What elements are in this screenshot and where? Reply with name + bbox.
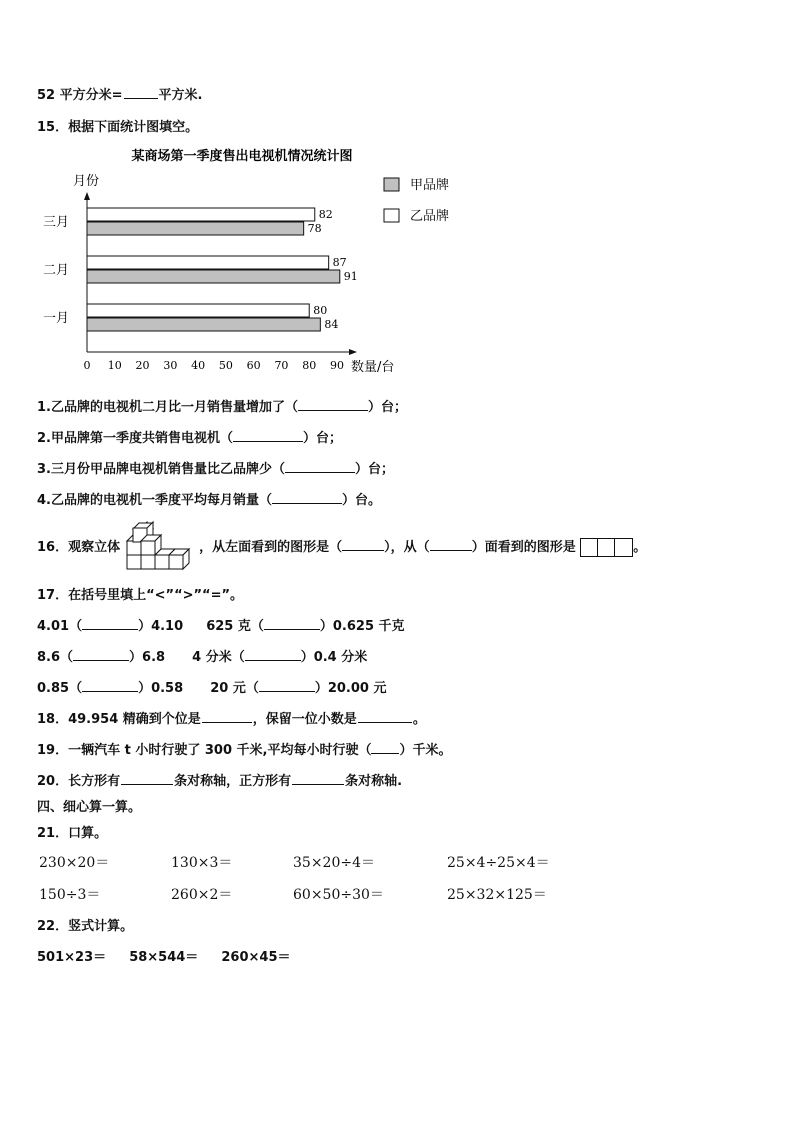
- section-4-title: 四、细心算一算。: [37, 800, 142, 815]
- bar-yi: [87, 208, 315, 221]
- y-axis-arrow: [84, 192, 90, 200]
- q17-row-1: [37, 615, 405, 634]
- q16-line: [37, 536, 646, 557]
- bar-value-label: 82: [318, 208, 333, 221]
- q16-prefix: 16．观察立体: [37, 540, 121, 555]
- category-label: 三月: [43, 215, 70, 230]
- q21-r1-c2: 130×3＝: [171, 855, 233, 871]
- q22-items: [37, 946, 291, 965]
- legend-swatch-jia: [384, 178, 399, 191]
- q17-r3-b2: ）20.00 元: [314, 681, 387, 696]
- q22-item-3: 260×45＝: [221, 950, 291, 965]
- three-square-figure: [580, 538, 633, 557]
- q21-title: 21．口算。: [37, 826, 108, 841]
- category-label: 一月: [43, 311, 70, 326]
- legend-swatch-yi: [384, 209, 399, 222]
- q17-r1-b2: ）0.625 千克: [319, 619, 405, 634]
- x-tick-label: 40: [191, 359, 206, 372]
- q21-r2-c2: 260×2＝: [171, 887, 233, 903]
- q17-r1-blank-1[interactable]: [82, 617, 138, 630]
- q15-item-4-blank[interactable]: [272, 491, 342, 504]
- q20-mid: 条对称轴，正方形有: [174, 774, 292, 789]
- q18-mid: ，保留一位小数是: [252, 712, 357, 727]
- q17-r2-b1: ）6.8: [129, 650, 166, 665]
- bar-jia: [87, 270, 340, 283]
- bar-value-label: 87: [332, 256, 347, 269]
- q14-tail-line: [37, 84, 202, 103]
- x-tick-label: 10: [107, 359, 122, 372]
- bar-chart: [35, 142, 475, 377]
- chart-y-label: 月份: [73, 174, 100, 189]
- legend-label-jia: 甲品牌: [410, 178, 450, 193]
- q15-item-4-text: 4.乙品牌的电视机一季度平均每月销量（: [37, 493, 272, 508]
- q15-item-3: [37, 458, 394, 477]
- q14-answer-blank[interactable]: [124, 86, 158, 99]
- q15-item-2-text: 2.甲品牌第一季度共销售电视机（: [37, 431, 233, 446]
- q18-blank-1[interactable]: [202, 710, 252, 723]
- x-tick-label: 30: [163, 359, 178, 372]
- q17-r3-blank-1[interactable]: [82, 679, 138, 692]
- q20-blank-1[interactable]: [121, 772, 173, 785]
- q15-item-1-blank[interactable]: [298, 398, 368, 411]
- bar-value-label: 80: [313, 304, 328, 317]
- q18-end: 。: [412, 712, 426, 727]
- q17-r1-blank-2[interactable]: [264, 617, 320, 630]
- q21-r1-c4: 25×4÷25×4＝: [447, 855, 550, 871]
- q15-item-2-blank[interactable]: [233, 429, 303, 442]
- q20-end: 条对称轴.: [345, 774, 403, 789]
- bar-jia: [87, 222, 304, 235]
- q17-r1-a1: 4.01（: [37, 619, 83, 634]
- q17-r1-a2: 625 克（: [206, 619, 264, 634]
- chart-title: 某商场第一季度售出电视机情况统计图: [131, 149, 353, 164]
- chart-x-label: 数量/台: [351, 360, 395, 375]
- x-tick-label: 70: [274, 359, 289, 372]
- q15-item-3-text: 3.三月份甲品牌电视机销售量比乙品牌少（: [37, 462, 285, 477]
- q17-r3-a1: 0.85（: [37, 681, 83, 696]
- q18-blank-2[interactable]: [358, 710, 412, 723]
- q16-mid2: ），从（: [384, 540, 430, 555]
- q17-r2-blank-2[interactable]: [245, 648, 301, 661]
- x-tick-label: 80: [302, 359, 317, 372]
- q22-item-1: 501×23＝: [37, 950, 107, 965]
- category-label: 二月: [43, 263, 70, 278]
- q17-r2-a2: 4 分米（: [192, 650, 245, 665]
- q17-r2-b2: ）0.4 分米: [300, 650, 368, 665]
- q18-prefix: 18．49.954 精确到个位是: [37, 712, 201, 727]
- q15-item-1: [37, 396, 407, 415]
- q21-r2-c4: 25×32×125＝: [447, 887, 547, 903]
- q21-r1-c3: 35×20÷4＝: [293, 855, 375, 871]
- q17-r2-a1: 8.6（: [37, 650, 74, 665]
- q14-suffix: 平方米.: [158, 88, 203, 103]
- x-tick-label: 90: [330, 359, 344, 372]
- x-tick-label: 0: [83, 359, 91, 372]
- q16-blank-2[interactable]: [430, 538, 472, 551]
- q17-row-3: [37, 677, 387, 696]
- q17-r3-blank-2[interactable]: [259, 679, 315, 692]
- q19-end: ）千米。: [399, 743, 452, 758]
- q20-blank-2[interactable]: [292, 772, 344, 785]
- q18-line: [37, 708, 426, 727]
- q15-item-3-blank[interactable]: [285, 460, 355, 473]
- bar-value-label: 84: [324, 318, 339, 331]
- q16-blank-1[interactable]: [342, 538, 384, 551]
- q15-item-3-tail: ）台；: [354, 462, 394, 477]
- q20-line: [37, 770, 402, 789]
- bar-value-label: 91: [343, 270, 358, 283]
- x-tick-label: 60: [246, 359, 261, 372]
- q15-title: 15．根据下面统计图填空。: [37, 120, 199, 135]
- x-axis-arrow: [349, 349, 357, 355]
- bar-jia: [87, 318, 320, 331]
- q15-item-4-tail: ）台。: [341, 493, 381, 508]
- q17-title: 17．在括号里填上“<”“>”“=”。: [37, 588, 244, 603]
- q17-row-2: [37, 646, 367, 665]
- q20-prefix: 20．长方形有: [37, 774, 121, 789]
- solid-figure-icon: [125, 521, 195, 571]
- q15-item-4: [37, 489, 381, 508]
- q22-title: 22．竖式计算。: [37, 919, 134, 934]
- q17-r2-blank-1[interactable]: [73, 648, 129, 661]
- bar-yi: [87, 304, 309, 317]
- x-tick-label: 20: [135, 359, 150, 372]
- q15-item-2: [37, 427, 342, 446]
- q16-mid1: ，从左面看到的图形是（: [199, 540, 343, 555]
- bar-value-label: 78: [307, 222, 322, 235]
- q21-r1-c1: 230×20＝: [39, 855, 110, 871]
- q17-r1-b1: ）4.10: [138, 619, 184, 634]
- q19-line: [37, 739, 452, 758]
- q19-blank[interactable]: [371, 741, 399, 754]
- q15-item-2-tail: ）台；: [302, 431, 342, 446]
- q15-item-1-text: 1.乙品牌的电视机二月比一月销售量增加了（: [37, 400, 298, 415]
- q22-item-2: 58×544＝: [129, 950, 199, 965]
- bar-yi: [87, 256, 329, 269]
- q15-item-1-tail: ）台；: [367, 400, 407, 415]
- x-tick-label: 50: [218, 359, 233, 372]
- q16-mid3: ）面看到的图形是: [471, 540, 576, 555]
- q17-r3-a2: 20 元（: [210, 681, 259, 696]
- legend-label-yi: 乙品牌: [410, 209, 450, 224]
- q14-prefix: 52 平方分米=: [37, 88, 123, 103]
- q16-end: 。: [633, 540, 647, 555]
- q21-r2-c1: 150÷3＝: [39, 887, 101, 903]
- q21-r2-c3: 60×50÷30＝: [293, 887, 384, 903]
- q17-r3-b1: ）0.58: [138, 681, 184, 696]
- q19-prefix: 19．一辆汽车 t 小时行驶了 300 千米,平均每小时行驶（: [37, 743, 372, 758]
